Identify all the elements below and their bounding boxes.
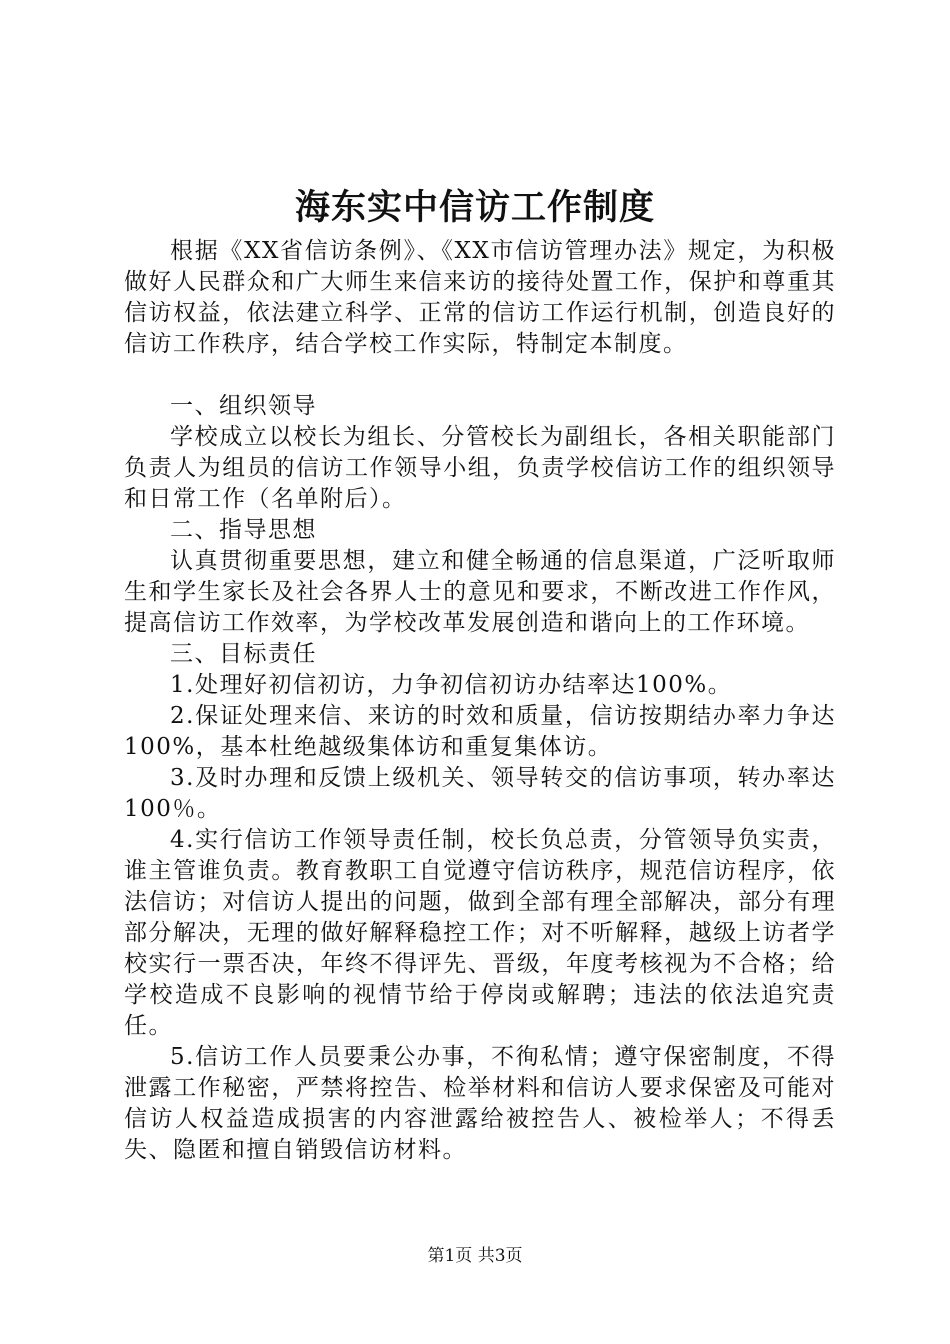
intro-paragraph: 根据《XX省信访条例》、《XX市信访管理办法》规定，为积极做好人民群众和广大师生来信来访的接待处置工作，保护和尊重其信访权益，依法建立科学、正常的信访工作运行机制，创造良好的信访工作秩序，结合学校工作实际，特制定本制度。 xyxy=(124,238,836,357)
section-heading-guiding-ideas: 二、指导思想 xyxy=(170,517,317,543)
section-heading-organization: 一、组织领导 xyxy=(170,393,317,419)
target-item-4: 4.实行信访工作领导责任制，校长负总责，分管领导负实责，谁主管谁负责。教育教职工自觉遵守信访秩序，规范信访程序，依法信访；对信访人提出的问题，做到全部有理全部解决，部分有理部分解决，无理的做好解释稳控工作；对不听解释，越级上访者学校实行一票否决，年终不得评先、晋级，年度考核视为不合格；给学校造成不良影响的视情节给于停岗或解聘；违法的依法追究责任。 xyxy=(124,827,836,1039)
target-item-2: 2.保证处理来信、来访的时效和质量，信访按期结办率力争达100%，基本杜绝越级集体访和重复集体访。 xyxy=(124,703,836,760)
organization-paragraph: 学校成立以校长为组长、分管校长为副组长，各相关职能部门负责人为组员的信访工作领导小组，负责学校信访工作的组织领导和日常工作（名单附后）。 xyxy=(124,424,836,512)
section-heading-target-responsibility: 三、目标责任 xyxy=(170,641,317,667)
document-body xyxy=(124,236,836,1166)
document-title: 海东实中信访工作制度 xyxy=(294,187,655,228)
guiding-ideas-paragraph: 认真贯彻重要思想，建立和健全畅通的信息渠道，广泛听取师生和学生家长及社会各界人士的意见和要求，不断改进工作作风，提高信访工作效率，为学校改革发展创造和谐向上的工作环境。 xyxy=(124,548,836,636)
paragraph-spacer xyxy=(124,360,836,391)
page-footer: 第1页 共3页 xyxy=(427,1246,523,1266)
target-item-1: 1.处理好初信初访，力争初信初访办结率达100%。 xyxy=(170,672,733,698)
target-item-3: 3.及时办理和反馈上级机关、领导转交的信访事项，转办率达100％。 xyxy=(124,765,836,822)
target-item-5: 5.信访工作人员要秉公办事，不徇私情；遵守保密制度，不得泄露工作秘密，严禁将控告、检举材料和信访人要求保密及可能对信访人权益造成损害的内容泄露给被控告人、被检举人；不得丢失、隐匿和擅自销毁信访材料。 xyxy=(124,1044,836,1163)
